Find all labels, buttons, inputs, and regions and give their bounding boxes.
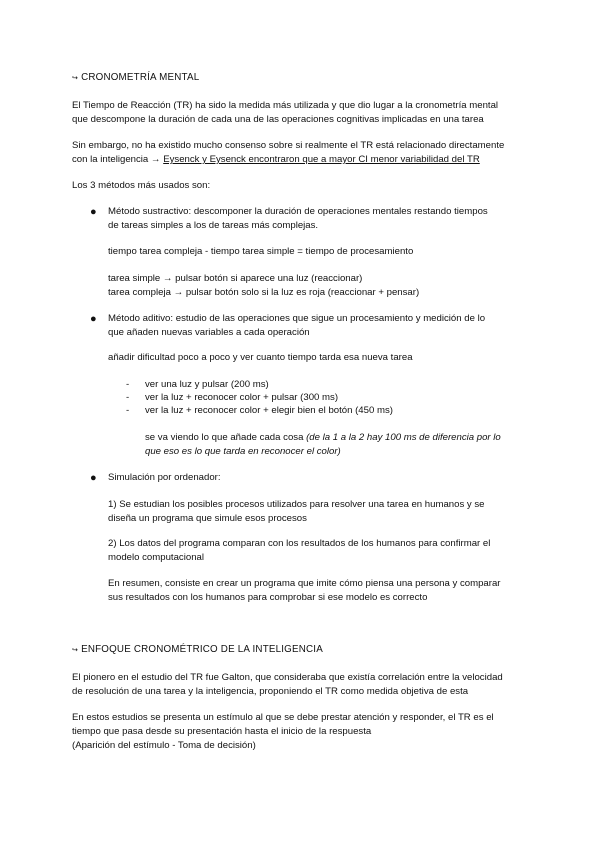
paragraph	[72, 139, 542, 167]
return-arrow-icon: ↪	[72, 647, 79, 654]
text-line: de resolución de una tarea y la inteligencia, proponiendo el TR como medida objetiva de esta	[72, 686, 469, 697]
formula: tiempo tarea compleja - tiempo tarea simple = tiempo de procesamiento	[108, 246, 414, 257]
text-line: que añaden nuevas variables a cada operación	[108, 327, 310, 338]
text-line: El pionero en el estudio del TR fue Galton, que consideraba que existía correlación entre la velocidad	[72, 672, 503, 683]
italic-fragment: (de la 1 a la 2 hay 100 ms de diferencia por lo	[306, 432, 501, 443]
text-line: En resumen, consiste en crear un programa que imite cómo piensa una persona y comparar	[108, 578, 501, 589]
text-line: El Tiempo de Reacción (TR) ha sido la medida más utilizada y que dio lugar a la cronometría mental	[72, 100, 499, 111]
method-simulacion-title: Simulación por ordenador:	[108, 472, 221, 483]
section-title: CRONOMETRÍA MENTAL	[81, 72, 200, 83]
text-fragment: con la inteligencia →	[72, 154, 164, 165]
paragraph	[72, 711, 542, 753]
paragraph	[72, 671, 542, 699]
text-line: sus resultados con los humanos para comprobar si ese modelo es correcto	[108, 592, 428, 603]
paragraph: Los 3 métodos más usados son:	[72, 180, 211, 191]
text-line: (Aparición del estímulo - Toma de decisión)	[72, 740, 256, 751]
text-line: que descompone la duración de cada una de las operaciones cognitivas implicadas en una tarea	[72, 114, 484, 125]
paragraph	[72, 99, 542, 127]
text-line: que eso es lo que tarda en reconocer el color)	[145, 446, 341, 457]
dash-marker: -	[126, 392, 130, 403]
text-line: tarea simple → pulsar botón si aparece una luz (reaccionar)	[108, 273, 363, 284]
method-description: añadir dificultad poco a poco y ver cuanto tiempo tarda esa nueva tarea	[108, 352, 413, 363]
simulation-step-2	[108, 537, 528, 565]
text-line	[72, 153, 542, 167]
list-item: ver una luz y pulsar (200 ms)	[145, 379, 269, 390]
dash-marker: -	[126, 379, 130, 390]
method-sustractivo	[108, 205, 528, 233]
bullet-icon: ●	[90, 472, 97, 484]
simulation-summary	[108, 577, 528, 605]
eysenck-link[interactable]: Eysenck y Eysenck encontraron que a mayor CI menor variabilidad del TR	[163, 154, 480, 165]
simulation-step-1	[108, 498, 528, 526]
bullet-icon: ●	[90, 313, 97, 325]
list-item: ver la luz + reconocer color + pulsar (300 ms)	[145, 392, 339, 403]
bullet-icon: ●	[90, 206, 97, 218]
method-note	[145, 431, 525, 459]
text-line: Sin embargo, no ha existido mucho consenso sobre si realmente el TR está relacionado directamente	[72, 140, 505, 151]
text-line: diseña un programa que simule esos procesos	[108, 513, 307, 524]
text-line: Método sustractivo: descomponer la duración de operaciones mentales restando tiempos	[108, 206, 488, 217]
example-block	[108, 272, 528, 300]
text-line: 2) Los datos del programa comparan con los resultados de los humanos para confirmar el	[108, 538, 491, 549]
text-fragment: se va viendo lo que añade cada cosa	[145, 432, 307, 443]
text-line: modelo computacional	[108, 552, 204, 563]
section-heading-cronometria	[72, 71, 542, 86]
section-heading-enfoque	[72, 643, 542, 658]
dash-marker: -	[126, 405, 130, 416]
text-line: de tareas simples a los de tareas más complejas.	[108, 220, 319, 231]
text-line: 1) Se estudian los posibles procesos utilizados para resolver una tarea en humanos y se	[108, 499, 485, 510]
text-line: tiempo que pasa desde su presentación hasta el inicio de la respuesta	[72, 726, 372, 737]
section-title: ENFOQUE CRONOMÉTRICO DE LA INTELIGENCIA	[81, 644, 323, 655]
text-line: En estos estudios se presenta un estímulo al que se debe prestar atención y responder, el TR es el	[72, 712, 494, 723]
text-line: Método aditivo: estudio de las operaciones que sigue un procesamiento y medición de lo	[108, 313, 486, 324]
list-item: ver la luz + reconocer color + elegir bien el botón (450 ms)	[145, 405, 393, 416]
return-arrow-icon: ↪	[72, 75, 79, 82]
text-line: tarea compleja → pulsar botón solo si la luz es roja (reaccionar + pensar)	[108, 287, 420, 298]
text-line	[145, 431, 525, 445]
method-aditivo	[108, 312, 528, 340]
